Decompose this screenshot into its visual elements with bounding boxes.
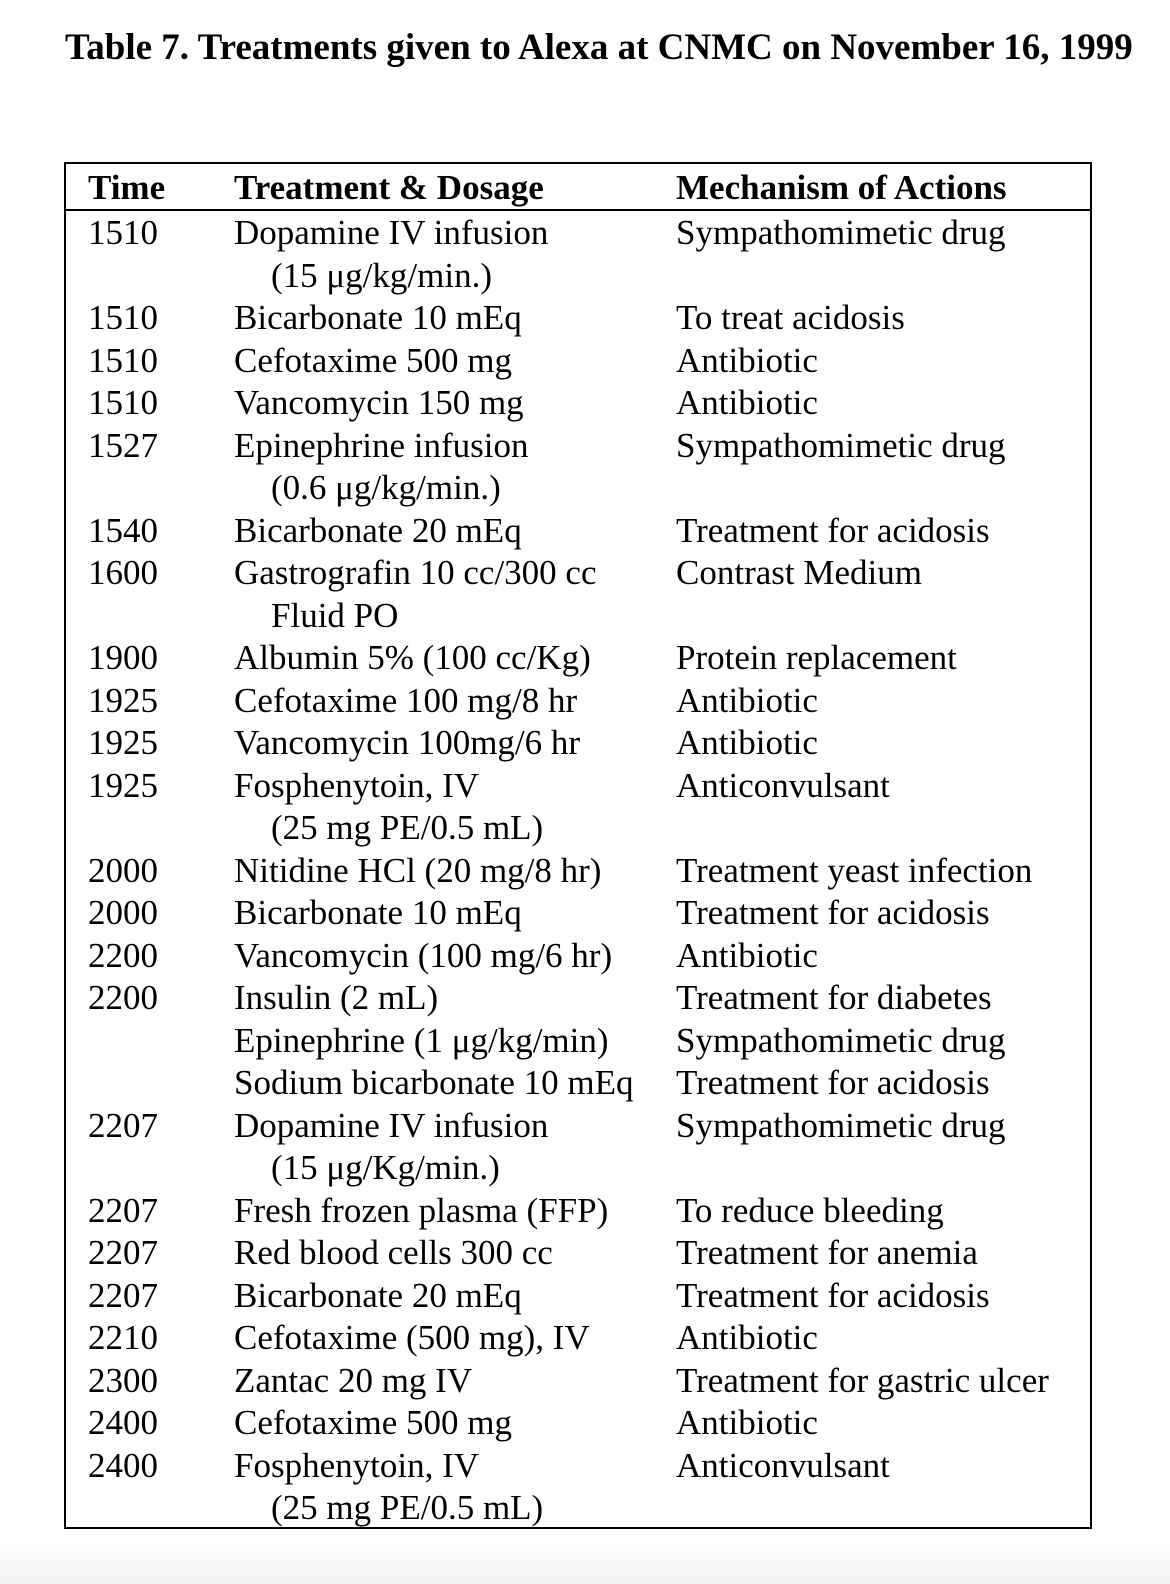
- treatment-text: Dopamine IV infusion: [234, 1105, 549, 1145]
- time-cell: 1510: [88, 340, 158, 380]
- time-cell: 2300: [88, 1360, 158, 1400]
- treatment-text: Cefotaxime 100 mg/8 hr: [234, 680, 578, 720]
- treatment-cell: [234, 637, 591, 680]
- mechanism-cell: Sympathomimetic drug: [676, 1105, 1006, 1145]
- treatment-text: Vancomycin 100mg/6 hr: [234, 723, 581, 762]
- mechanism-cell: Treatment for acidosis: [676, 510, 990, 550]
- time-cell: 1527: [88, 425, 158, 465]
- mechanism-cell: To reduce bleeding: [676, 1190, 944, 1230]
- time-cell: 2207: [88, 1233, 158, 1272]
- time-cell: 1510: [88, 383, 158, 422]
- table-row: [66, 425, 1090, 510]
- time-cell: 1925: [88, 765, 158, 805]
- page-bottom-shadow: [0, 1544, 1170, 1584]
- treatment-cell: [234, 1232, 553, 1275]
- table-row: [66, 680, 1090, 723]
- treatment-text: Cefotaxime (500 mg), IV: [234, 1318, 590, 1357]
- treatment-cell: [234, 850, 601, 893]
- time-cell: 1900: [88, 638, 158, 677]
- time-cell: 2000: [88, 850, 158, 890]
- time-cell: 1510: [88, 298, 158, 337]
- table-row: [66, 722, 1090, 765]
- treatment-text: Bicarbonate 20 mEq: [234, 1275, 522, 1315]
- treatment-cell: [234, 552, 597, 637]
- treatment-cell: [234, 680, 577, 723]
- time-cell: 2210: [88, 1318, 158, 1357]
- time-cell: 2400: [88, 1445, 158, 1485]
- treatment-cell: [234, 722, 580, 765]
- time-cell: 2207: [88, 1190, 158, 1230]
- table-row: [66, 1232, 1090, 1275]
- mechanism-cell: Antibiotic: [676, 723, 818, 762]
- table-row: [66, 1445, 1090, 1530]
- treatment-text: Vancomycin (100 mg/6 hr): [234, 935, 613, 975]
- treatment-text: Bicarbonate 10 mEq: [234, 298, 522, 337]
- treatment-cell: [234, 340, 512, 383]
- mechanism-cell: Treatment for diabetes: [676, 978, 992, 1017]
- table-row: [66, 850, 1090, 893]
- table-row: [66, 1190, 1090, 1233]
- treatments-table: [64, 162, 1092, 1529]
- treatment-text: Zantac 20 mg IV: [234, 1360, 473, 1400]
- time-cell: 1540: [88, 510, 158, 550]
- time-cell: 2000: [88, 893, 158, 932]
- mechanism-cell: Treatment for acidosis: [676, 1063, 990, 1102]
- time-cell: 2207: [88, 1275, 158, 1315]
- treatment-cell: [234, 1402, 512, 1445]
- mechanism-cell: Contrast Medium: [676, 553, 922, 592]
- treatment-cell: [234, 1105, 548, 1190]
- time-cell: 2200: [88, 935, 158, 975]
- time-cell: 1510: [88, 213, 158, 252]
- treatment-cell: [234, 1317, 590, 1360]
- table-row: [66, 637, 1090, 680]
- treatment-text: Fosphenytoin, IV: [234, 1445, 479, 1485]
- treatment-cell: [234, 297, 522, 340]
- treatment-dosage-continuation: (25 mg PE/0.5 mL): [271, 1488, 544, 1527]
- table-row: [66, 1062, 1090, 1105]
- time-cell: 1600: [88, 553, 158, 592]
- treatment-dosage-continuation: (25 mg PE/0.5 mL): [271, 808, 544, 847]
- time-cell: 2200: [88, 978, 158, 1017]
- table-row: [66, 552, 1090, 637]
- mechanism-cell: Anticonvulsant: [676, 1445, 890, 1485]
- table-row: [66, 1275, 1090, 1318]
- mechanism-cell: Sympathomimetic drug: [676, 425, 1006, 465]
- treatment-text: Albumin 5% (100 cc/Kg): [234, 638, 591, 677]
- treatment-cell: [234, 1360, 472, 1403]
- treatment-cell: [234, 212, 548, 297]
- treatment-cell: [234, 765, 543, 850]
- treatment-cell: [234, 1190, 608, 1233]
- table-row: [66, 892, 1090, 935]
- mechanism-cell: Antibiotic: [676, 340, 818, 380]
- table-row: [66, 977, 1090, 1020]
- time-cell: 1925: [88, 723, 158, 762]
- table-row: [66, 297, 1090, 340]
- treatment-text: Cefotaxime 500 mg: [234, 1403, 513, 1442]
- treatment-text: Bicarbonate 20 mEq: [234, 510, 522, 550]
- treatment-cell: [234, 1275, 522, 1318]
- treatment-text: Epinephrine (1 μg/kg/min): [234, 1020, 609, 1060]
- time-cell: 2207: [88, 1105, 158, 1145]
- treatment-text: Fresh frozen plasma (FFP): [234, 1190, 609, 1230]
- treatment-cell: [234, 1062, 634, 1105]
- treatment-text: Bicarbonate 10 mEq: [234, 893, 522, 932]
- treatment-dosage-continuation: (15 μg/Kg/min.): [271, 1148, 500, 1187]
- mechanism-cell: Protein replacement: [676, 638, 957, 677]
- treatment-text: Red blood cells 300 cc: [234, 1233, 553, 1272]
- treatment-cell: [234, 1445, 543, 1530]
- mechanism-cell: Treatment for acidosis: [676, 1275, 990, 1315]
- table-row: [66, 935, 1090, 978]
- table-row: [66, 1317, 1090, 1360]
- mechanism-cell: Anticonvulsant: [676, 765, 890, 805]
- mechanism-cell: Antibiotic: [676, 383, 818, 422]
- treatment-text: Gastrografin 10 cc/300 cc: [234, 553, 597, 592]
- treatment-cell: [234, 892, 522, 935]
- mechanism-cell: Sympathomimetic drug: [676, 1020, 1006, 1060]
- treatment-cell: [234, 1020, 609, 1063]
- mechanism-cell: Sympathomimetic drug: [676, 213, 1006, 252]
- treatment-cell: [234, 935, 612, 978]
- time-cell: 1925: [88, 680, 158, 720]
- mechanism-cell: Antibiotic: [676, 1318, 818, 1357]
- treatment-text: Vancomycin 150 mg: [234, 383, 524, 422]
- treatment-text: Sodium bicarbonate 10 mEq: [234, 1063, 634, 1102]
- mechanism-cell: Treatment yeast infection: [676, 850, 1033, 890]
- mechanism-cell: Treatment for acidosis: [676, 893, 990, 932]
- table-row: [66, 1402, 1090, 1445]
- treatment-text: Fosphenytoin, IV: [234, 765, 479, 805]
- table-row: [66, 765, 1090, 850]
- treatment-text: Epinephrine infusion: [234, 425, 529, 465]
- treatment-dosage-continuation: Fluid PO: [271, 595, 399, 635]
- treatment-text: Dopamine IV infusion: [234, 213, 549, 252]
- table-body: [66, 212, 1090, 1530]
- treatment-text: Nitidine HCl (20 mg/8 hr): [234, 850, 602, 890]
- treatment-cell: [234, 382, 524, 425]
- table-row: [66, 1105, 1090, 1190]
- header-divider: [66, 209, 1090, 211]
- column-header-time: Time: [88, 168, 166, 207]
- table-row: [66, 212, 1090, 297]
- treatment-cell: [234, 977, 438, 1020]
- table-title: Table 7. Treatments given to Alexa at CNMC on November 16, 1999: [65, 27, 1133, 68]
- mechanism-cell: Treatment for gastric ulcer: [676, 1360, 1049, 1400]
- table-row: [66, 340, 1090, 383]
- treatment-cell: [234, 510, 522, 553]
- column-header-mechanism: Mechanism of Actions: [676, 168, 1007, 207]
- mechanism-cell: Treatment for anemia: [676, 1233, 978, 1272]
- mechanism-cell: To treat acidosis: [676, 298, 905, 337]
- treatment-text: Insulin (2 mL): [234, 978, 439, 1017]
- table-row: [66, 1360, 1090, 1403]
- treatment-text: Cefotaxime 500 mg: [234, 340, 513, 380]
- table-row: [66, 382, 1090, 425]
- mechanism-cell: Antibiotic: [676, 1403, 818, 1442]
- treatment-dosage-continuation: (15 μg/kg/min.): [271, 255, 492, 295]
- table-row: [66, 1020, 1090, 1063]
- column-header-treatment: Treatment & Dosage: [234, 168, 544, 207]
- treatment-dosage-continuation: (0.6 μg/kg/min.): [271, 468, 501, 507]
- mechanism-cell: Antibiotic: [676, 680, 818, 720]
- treatment-cell: [234, 425, 529, 510]
- mechanism-cell: Antibiotic: [676, 935, 818, 975]
- time-cell: 2400: [88, 1403, 158, 1442]
- table-row: [66, 510, 1090, 553]
